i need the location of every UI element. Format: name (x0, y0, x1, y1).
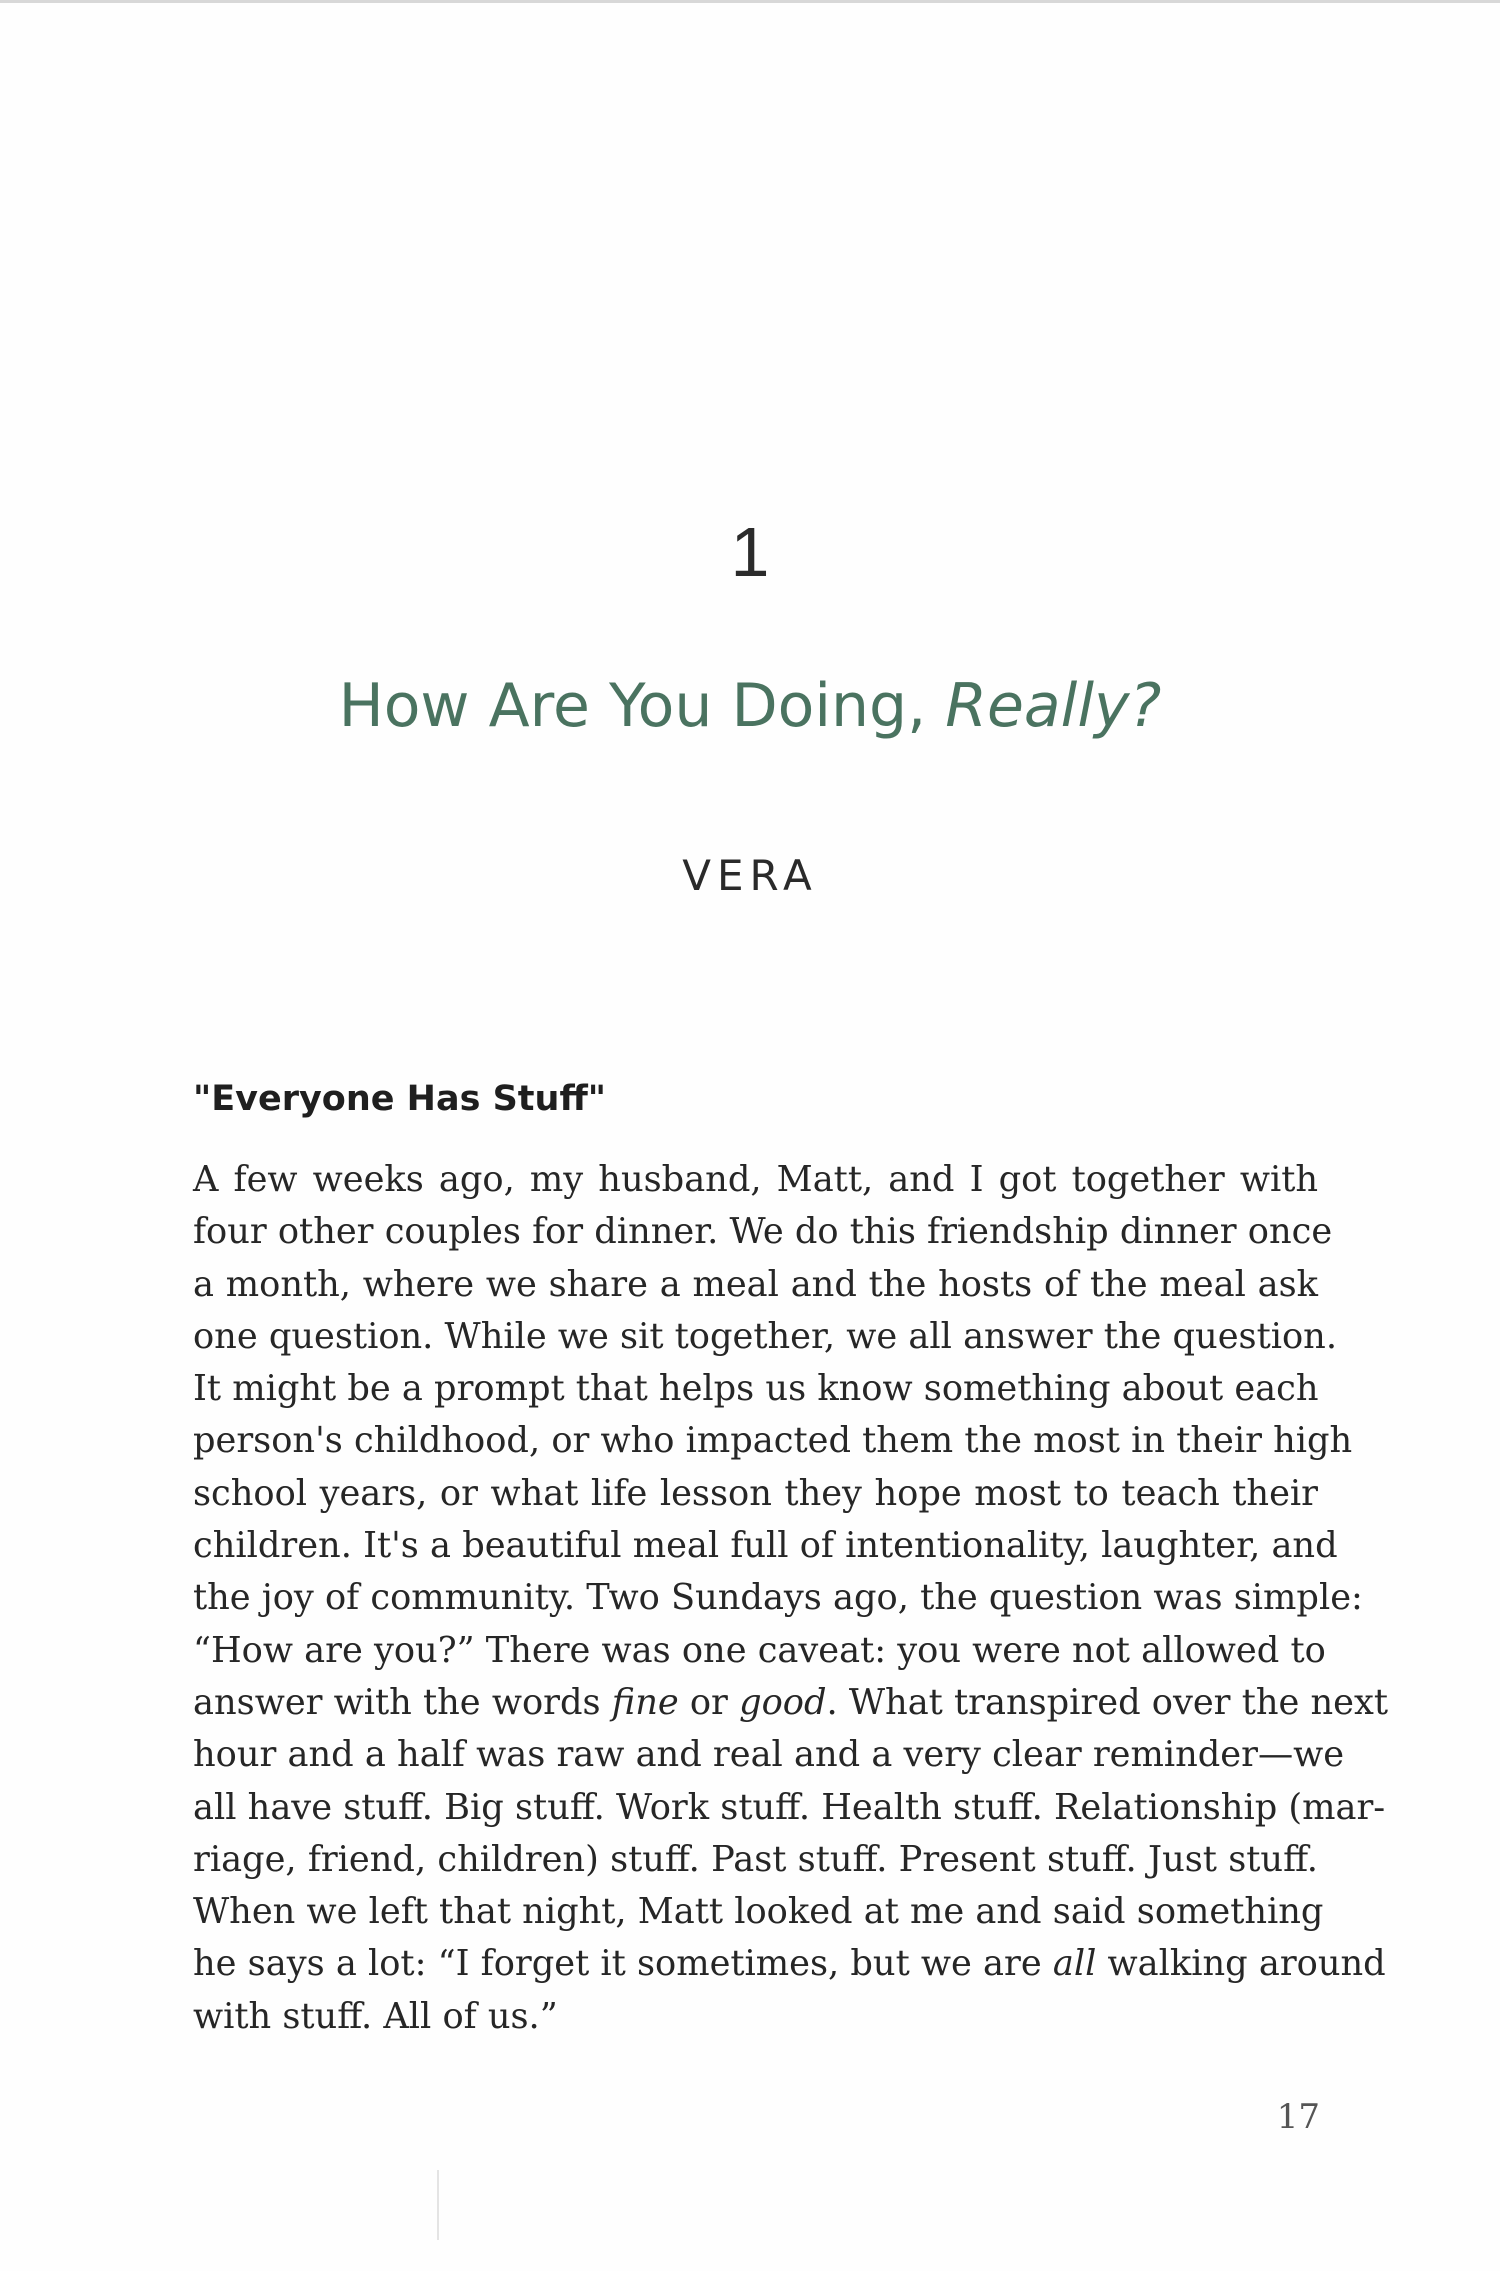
chapter-author: VERA (682, 851, 818, 900)
scan-artifact (437, 2170, 439, 2240)
chapter-number: 1 (730, 513, 770, 591)
body-line: a month, where we share a meal and the hosts of the meal ask (193, 1263, 1318, 1305)
body-line: hour and a half was raw and real and a very clear reminder—we (193, 1734, 1345, 1776)
emphasis-fine: fine (611, 1681, 679, 1723)
chapter-title-main: How Are You Doing, (338, 671, 946, 741)
body-line: “How are you?” There was one caveat: you were not allowed to (193, 1629, 1326, 1671)
emphasis-all: all (1052, 1943, 1097, 1985)
body-line: one question. While we sit together, we all answer the question. (193, 1315, 1338, 1357)
body-line-segment: or (678, 1681, 740, 1723)
chapter-title-italic: Really? (945, 671, 1162, 741)
chapter-title (0, 668, 1500, 744)
body-line (193, 1677, 1388, 1729)
body-line-segment: walking around (1096, 1943, 1386, 1985)
body-paragraph (193, 1154, 1388, 2043)
body-line-segment: answer with the words (193, 1681, 612, 1723)
emphasis-good: good (739, 1681, 827, 1723)
body-line: It might be a prompt that helps us know something about each (193, 1368, 1319, 1410)
page-number: 17 (1276, 2097, 1320, 2137)
body-line-last: with stuff. All of us.” (193, 1995, 558, 2037)
top-edge-rule (0, 0, 1500, 3)
body-line: children. It's a beautiful meal full of intentionality, laughter, and (193, 1525, 1338, 1567)
body-line: person's childhood, or who impacted them the most in their high (193, 1420, 1353, 1462)
body-line: riage, friend, children) stuff. Past stuff. Present stuff. Just stuff. (193, 1838, 1318, 1880)
body-line: all have stuff. Big stuff. Work stuff. Health stuff. Relationship (mar- (193, 1786, 1386, 1828)
body-line: the joy of community. Two Sundays ago, the question was simple: (193, 1577, 1363, 1619)
body-line: A few weeks ago, my husband, Matt, and I got together with (193, 1159, 1318, 1200)
body-line: When we left that night, Matt looked at me and said something (193, 1891, 1324, 1933)
body-line-segment: . What transpired over the next (826, 1681, 1388, 1723)
body-line (193, 1938, 1386, 1990)
section-heading: "Everyone Has Stuff" (193, 1079, 607, 1119)
body-line: school years, or what life lesson they hope most to teach their (193, 1472, 1318, 1514)
body-line-segment: he says a lot: “I forget it sometimes, but we are (193, 1943, 1053, 1985)
body-line: four other couples for dinner. We do this friendship dinner once (193, 1211, 1333, 1253)
